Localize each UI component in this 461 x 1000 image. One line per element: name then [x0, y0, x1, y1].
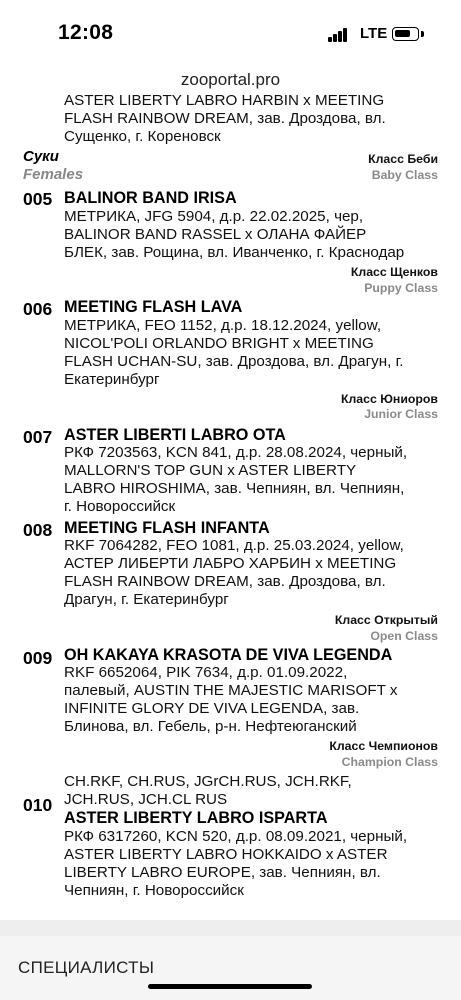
entry-detail-line: Екатеринбург	[64, 371, 160, 388]
entry-detail-line: RKF 6652064, PIK 7634, д.р. 01.09.2022,	[64, 664, 348, 681]
entry-detail-line: LABRO HIROSHIMA, зав. Чепниян, вл. Чепниян,	[64, 480, 405, 497]
status-bar	[0, 0, 461, 64]
class-heading-ru: Класс Юниоров	[340, 392, 438, 406]
entry-number: 008	[23, 520, 53, 540]
battery-level-fill	[395, 30, 410, 38]
entry-number: 010	[23, 795, 53, 815]
entry-titles-line: JCH.RUS, JCH.CL RUS	[64, 791, 228, 808]
entry-detail-line: АСТЕР ЛИБЕРТИ ЛАБРО ХАРБИН x MEETING	[64, 555, 397, 572]
class-heading-ru: Класс Беби	[368, 152, 438, 166]
class-heading-en: Puppy Class	[364, 281, 438, 295]
battery-icon	[392, 27, 419, 41]
entry-titles-line: CH.RKF, CH.RUS, JGrCH.RUS, JCH.RKF,	[64, 773, 352, 790]
entry-dog-name: ASTER LIBERTI LABRO OTA	[64, 426, 286, 444]
entry-detail-line: BALINOR BAND RASSEL x ОЛАНА ФАЙЕР	[64, 226, 367, 243]
catalog-content[interactable]	[0, 90, 461, 920]
class-heading-en: Baby Class	[371, 168, 438, 182]
status-time: 12:08	[58, 21, 114, 44]
prev-entry-line: Сущенко, г. Кореновск	[64, 128, 221, 145]
entry-detail-line: NICOL'POLI ORLANDO BRIGHT x MEETING	[64, 335, 374, 352]
entry-detail-line: FLASH UCHAN-SU, зав. Дроздова, вл. Драгун, г.	[64, 353, 404, 370]
cellular-signal-icon	[328, 28, 348, 42]
entry-detail-line: FLASH RAINBOW DREAM, зав. Дроздова, вл.	[64, 573, 386, 590]
specialists-section[interactable]	[0, 936, 461, 1000]
battery-cap	[421, 31, 424, 37]
section-title-en: Females	[23, 166, 84, 183]
entry-dog-name: MEETING FLASH LAVA	[64, 298, 243, 316]
entry-dog-name: BALINOR BAND IRISA	[64, 189, 237, 207]
home-indicator[interactable]	[148, 984, 312, 989]
entry-detail-line: ASTER LIBERTY LABRO HOKKAIDO x ASTER	[64, 846, 388, 863]
class-heading-ru: Класс Открытый	[334, 613, 438, 627]
entry-detail-line: INFINITE GLORY DE VIVA LEGENDA, зав.	[64, 700, 360, 717]
entry-detail-line: МЕТРИКА, FEO 1152, д.р. 18.12.2024, yellow,	[64, 317, 382, 334]
class-heading-ru: Класс Чемпионов	[329, 739, 438, 753]
entry-detail-line: палевый, AUSTIN THE MAJESTIC MARISOFT x	[64, 682, 398, 699]
class-heading-en: Junior Class	[364, 407, 438, 421]
prev-entry-line: FLASH RAINBOW DREAM, зав. Дроздова, вл.	[64, 110, 386, 127]
entry-dog-name: OH KAKAYA KRASOTA DE VIVA LEGENDA	[64, 646, 393, 664]
entry-detail-line: Чепниян, г. Новороссийск	[64, 882, 244, 899]
entry-detail-line: RKF 7064282, FEO 1081, д.р. 25.03.2024, yellow,	[64, 537, 404, 554]
entry-dog-name: ASTER LIBERTY LABRO ISPARTA	[64, 809, 328, 827]
entry-number: 009	[23, 648, 53, 668]
specialists-heading[interactable]: СПЕЦИАЛИСТЫ	[18, 958, 155, 977]
entry-detail-line: Блинова, вл. Гебель, р-н. Нефтеюганский	[64, 718, 357, 735]
entry-detail-line: Драгун, г. Екатеринбург	[64, 591, 229, 608]
entry-detail-line: г. Новороссийск	[64, 498, 176, 515]
url-text[interactable]: zooportal.pro	[180, 70, 281, 89]
class-heading-ru: Класс Щенков	[350, 265, 438, 279]
entry-detail-line: РКФ 7203563, KCN 841, д.р. 28.08.2024, черный,	[64, 444, 408, 461]
entry-detail-line: MALLORN'S TOP GUN x ASTER LIBERTY	[64, 462, 357, 479]
class-heading-en: Open Class	[370, 629, 438, 643]
entry-detail-line: МЕТРИКА, JFG 5904, д.р. 22.02.2025, чер,	[64, 208, 364, 225]
network-type-label: LTE	[360, 25, 388, 42]
entry-detail-line: БЛЕК, зав. Рощина, вл. Иванченко, г. Краснодар	[64, 244, 405, 261]
entry-number: 006	[23, 299, 53, 319]
entry-number: 005	[23, 189, 53, 209]
entry-detail-line: РКФ 6317260, KCN 520, д.р. 08.09.2021, черный,	[64, 828, 408, 845]
section-divider	[0, 920, 461, 936]
entry-detail-line: LIBERTY LABRO EUROPE, зав. Чепниян, вл.	[64, 864, 381, 881]
entry-dog-name: MEETING FLASH INFANTA	[64, 519, 270, 537]
section-title-ru: Суки	[23, 148, 59, 165]
prev-entry-line: ASTER LIBERTY LABRO HARBIN x MEETING	[64, 92, 385, 109]
class-heading-en: Champion Class	[341, 755, 438, 769]
entry-number: 007	[23, 427, 53, 447]
